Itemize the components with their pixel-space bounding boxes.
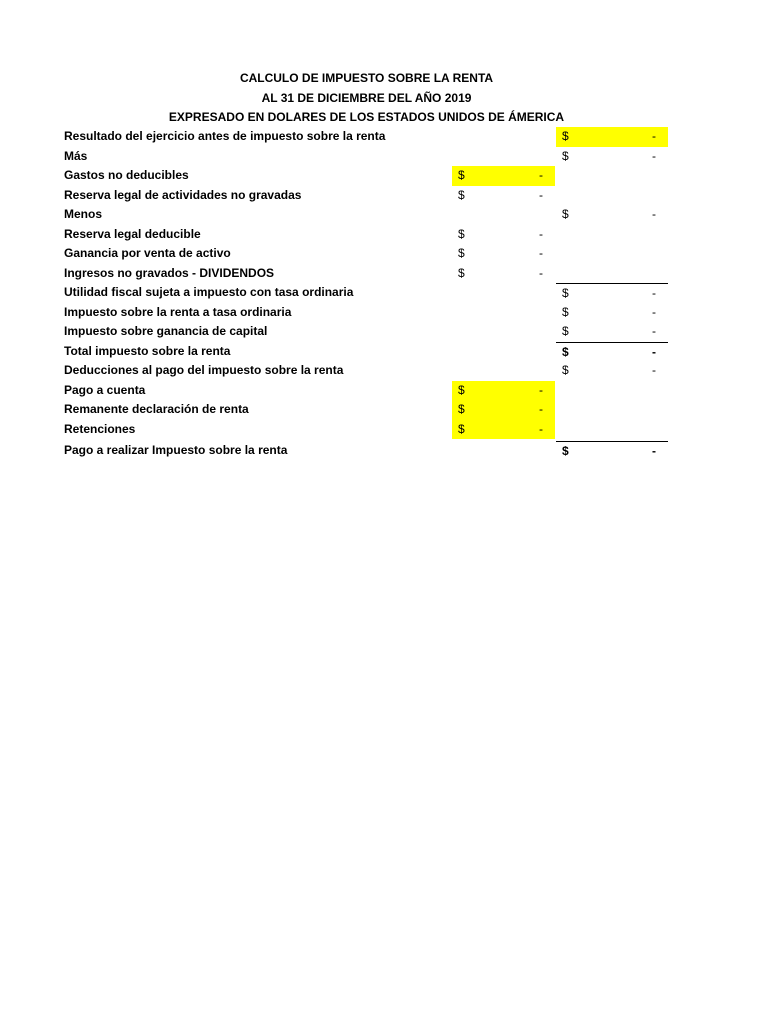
row-label: Menos	[64, 207, 103, 221]
row-label: Ganancia por venta de activo	[64, 246, 231, 260]
currency-symbol: $	[562, 444, 569, 458]
amount-value: -	[652, 444, 656, 458]
amount-value: -	[652, 344, 656, 359]
currency-symbol: $	[458, 265, 465, 280]
report-currency-note: EXPRESADO EN DOLARES DE LOS ESTADOS UNIDOS DE ÁMERICA	[168, 110, 565, 124]
row-label: Utilidad fiscal sujeta a impuesto con tasa ordinaria	[64, 285, 354, 299]
amount-value: -	[652, 304, 656, 319]
amount-value: -	[539, 187, 543, 202]
row-label: Pago a realizar Impuesto sobre la renta	[64, 443, 288, 457]
amount-cell[interactable]	[452, 264, 555, 284]
amount-cell-input[interactable]	[452, 400, 555, 420]
currency-symbol: $	[458, 382, 465, 397]
currency-symbol: $	[562, 286, 569, 300]
amount-cell[interactable]	[556, 322, 668, 342]
row-impuesto-ganancia-capital	[0, 322, 768, 342]
row-label: Gastos no deducibles	[64, 168, 189, 182]
amount-cell[interactable]	[556, 303, 668, 323]
amount-value: -	[539, 226, 543, 241]
row-label: Remanente declaración de renta	[64, 402, 249, 416]
amount-cell[interactable]	[556, 283, 668, 303]
row-reserva-legal-no-gravadas	[0, 186, 768, 206]
amount-value: -	[539, 402, 543, 416]
amount-value: -	[539, 382, 543, 397]
row-label: Resultado del ejercicio antes de impuesto sobre la renta	[64, 129, 386, 143]
row-impuesto-tasa-ordinaria	[0, 303, 768, 323]
amount-value: -	[652, 129, 656, 143]
amount-cell[interactable]	[556, 205, 668, 225]
row-label: Reserva legal de actividades no gravadas	[64, 187, 302, 202]
amount-cell-total[interactable]	[556, 342, 668, 362]
row-label: Reserva legal deducible	[64, 226, 201, 241]
amount-cell-total[interactable]	[556, 441, 668, 461]
row-label: Retenciones	[64, 421, 136, 436]
currency-symbol: $	[458, 187, 465, 202]
amount-cell[interactable]	[452, 244, 555, 264]
currency-symbol: $	[562, 207, 569, 221]
currency-symbol: $	[562, 129, 569, 143]
currency-symbol: $	[458, 402, 465, 416]
amount-cell[interactable]	[556, 361, 668, 381]
amount-cell[interactable]	[452, 225, 555, 245]
amount-value: -	[539, 246, 543, 260]
row-label: Impuesto sobre la renta a tasa ordinaria	[64, 304, 292, 319]
currency-symbol: $	[562, 363, 569, 377]
amount-value: -	[652, 286, 656, 300]
amount-value: -	[652, 363, 656, 377]
currency-symbol: $	[458, 226, 465, 241]
amount-cell-input[interactable]	[452, 420, 555, 440]
currency-symbol: $	[562, 324, 569, 338]
amount-value: -	[539, 421, 543, 436]
row-resultado-ejercicio	[0, 127, 768, 147]
amount-value: -	[652, 207, 656, 221]
tax-calculation-sheet	[0, 127, 768, 461]
report-title: CALCULO DE IMPUESTO SOBRE LA RENTA	[239, 71, 494, 85]
row-utilidad-fiscal	[0, 283, 768, 303]
row-total-impuesto	[0, 342, 768, 362]
amount-cell[interactable]	[556, 147, 668, 167]
row-menos	[0, 205, 768, 225]
row-label: Total impuesto sobre la renta	[64, 343, 231, 358]
row-pago-a-realizar	[0, 439, 768, 461]
amount-value: -	[652, 324, 656, 338]
amount-value: -	[652, 148, 656, 163]
amount-value: -	[539, 265, 543, 280]
currency-symbol: $	[562, 304, 569, 319]
row-retenciones	[0, 420, 768, 440]
amount-value: -	[539, 168, 543, 182]
amount-cell-input[interactable]	[452, 381, 555, 401]
row-ganancia-venta-activo	[0, 244, 768, 264]
currency-symbol: $	[458, 421, 465, 436]
amount-cell[interactable]	[452, 186, 555, 206]
row-label: Deducciones al pago del impuesto sobre la renta	[64, 363, 344, 377]
row-mas	[0, 147, 768, 167]
amount-cell-input[interactable]	[556, 127, 668, 147]
row-label: Ingresos no gravados - DIVIDENDOS	[64, 265, 275, 280]
row-label: Más	[64, 148, 88, 163]
row-label: Impuesto sobre ganancia de capital	[64, 324, 268, 338]
report-period: AL 31 DE DICIEMBRE DEL AÑO 2019	[261, 90, 472, 105]
currency-symbol: $	[458, 246, 465, 260]
amount-cell-input[interactable]	[452, 166, 555, 186]
row-ingresos-no-gravados	[0, 264, 768, 284]
row-reserva-legal-deducible	[0, 225, 768, 245]
currency-symbol: $	[458, 168, 465, 182]
row-deducciones-pago	[0, 361, 768, 381]
row-pago-a-cuenta	[0, 381, 768, 401]
row-label: Pago a cuenta	[64, 382, 146, 397]
row-remanente-declaracion	[0, 400, 768, 420]
row-gastos-no-deducibles	[0, 166, 768, 186]
report-header	[0, 69, 768, 128]
currency-symbol: $	[562, 344, 569, 359]
currency-symbol: $	[562, 148, 569, 163]
